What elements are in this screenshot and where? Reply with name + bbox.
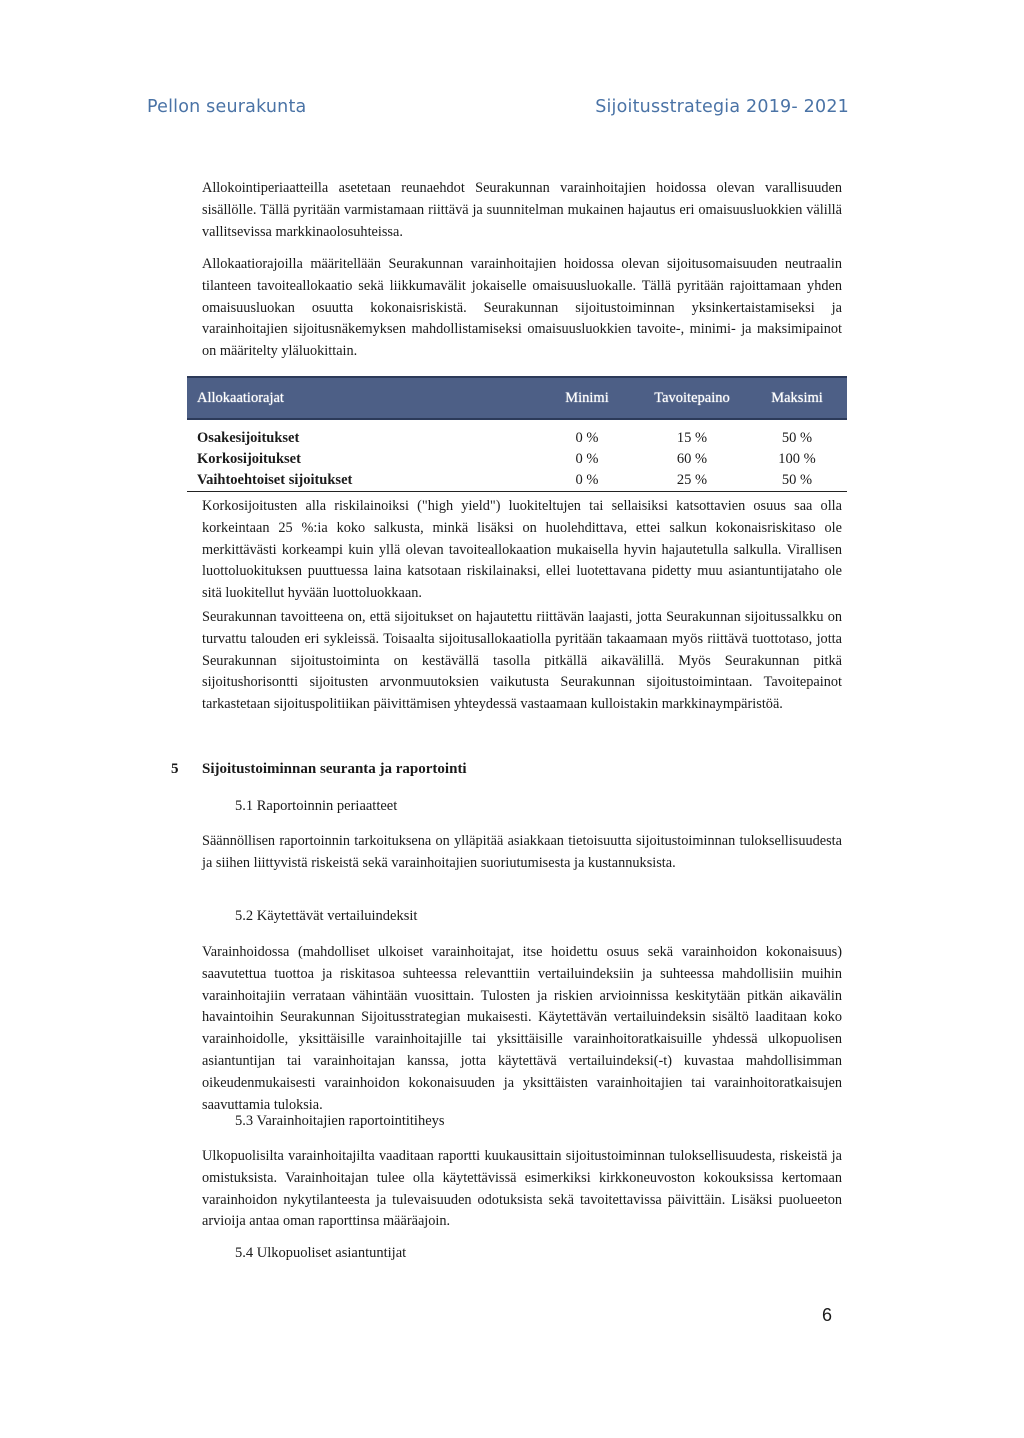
subsection-5-2-heading: 5.2 Käytettävät vertailuindeksit bbox=[235, 908, 418, 924]
subsection-5-1-heading: 5.1 Raportoinnin periaatteet bbox=[235, 798, 398, 814]
paragraph-raportointitiheys: Ulkopuolisilta varainhoitajilta vaaditaan raportti kuukausittain sijoitustoiminnan tuloksellisuudesta, riskeistä ja omistuksista. Varainhoitajan tulee olla käytettävissä esimerkiksi kirkkoneuvoston kokouksissa kertomaan varainhoidon nykytilanteesta ja tulevaisuuden odotuksista sekä tavoitettavissa päivittäin. Lisäksi puolueeton arvioija antaa oman raporttinsa määräajoin. bbox=[202, 1148, 842, 1230]
paragraph-allokointiperiaatteet: Allokointiperiaatteilla asetetaan reunaehdot Seurakunnan varainhoitajien hoidossa olevan varallisuuden sisällölle. Tällä pyritään varmistamaan riittävä ja suunnitelman mukainen hajautus eri omaisuusluokkien välillä vallitsevissa markkinaolosuhteissa. bbox=[202, 180, 842, 240]
paragraph-raportointi: Säännöllisen raportoinnin tarkoituksena on ylläpitää asiakkaan tietoisuutta sijoitustoiminnan tuloksellisuudesta ja siihen liittyvistä riskeistä sekä varainhoitajien suoriutumisesta ja kustannuksista. bbox=[202, 833, 842, 871]
row-min: 0 % bbox=[575, 430, 599, 446]
header-min: Minimi bbox=[537, 377, 637, 419]
paragraph-vertailuindeksit: Varainhoidossa (mahdolliset ulkoiset varainhoitajat, itse hoidettu osuus sekä varainhoidon kokonaisuus) saavutettua tuottoa ja riskitasoa suhteessa relevanttiin vertailuindeksiin ja suhteessa mahdollisiin muihin varainhoitajiin verrataan vähintään vuosittain. Tulosten ja riskien arvioinnissa keskitytään pitkän aikavälin havaintoihin Seurakunnan Sijoitusstrategian mukaisesti. Käytettävän vertailuindeksin sisältö laaditaan koko varainhoidolle, yksittäisille varainhoitajille tai yksittäisille varainhoitoratkaisuille yhdessä ulkopuolisen asiantuntijan tai varainhoitajan kanssa, jotta käytettävä vertailuindeksi(-t) kuvastaa mahdollisimman oikeudenmukaisesti varainhoidon kokonaisuuden ja yksittäisten varainhoitajien tai varainhoitoratkaisujen saavuttamia tuloksia. bbox=[202, 944, 842, 1113]
header-category: Allokaatiorajat bbox=[187, 377, 537, 419]
header-max: Maksimi bbox=[747, 377, 847, 419]
allocation-table-container bbox=[187, 376, 847, 492]
row-target: 15 % bbox=[676, 430, 708, 446]
page-number: 6 bbox=[822, 1305, 833, 1325]
row-name: Korkosijoitukset bbox=[197, 451, 301, 467]
subsection-5-3-heading: 5.3 Varainhoitajien raportointitiheys bbox=[235, 1113, 445, 1129]
subsection-5-4-heading: 5.4 Ulkopuoliset asiantuntijat bbox=[235, 1245, 407, 1261]
table-row bbox=[187, 419, 847, 449]
row-target: 60 % bbox=[676, 451, 708, 467]
paragraph-allokaatiorajat: Allokaatiorajoilla määritellään Seurakunnan varainhoitajien hoidossa olevan sijoitusomaisuuden neutraalin tilanteen tavoiteallokaatio sekä liikkumavälit jokaiselle omaisuusluokalle. Tällä pyritään rajoittamaan yhden omaisuusluokan osuutta kokonaisriskistä. Seurakunnan sijoitustoiminnan yksinkertaistamiseksi ja varainhoitajien sijoitusnäkemyksen mahdollistamiseksi omaisuusluokkien tavoite-, minimi- ja maksimipainot on määritelty yläluokittain. bbox=[202, 256, 842, 360]
row-max: 50 % bbox=[781, 430, 813, 446]
row-max: 100 % bbox=[778, 451, 816, 467]
table-header-row bbox=[187, 377, 847, 419]
table-row bbox=[187, 449, 847, 470]
header-target: Tavoitepaino bbox=[637, 377, 747, 419]
row-name: Vaihtoehtoiset sijoitukset bbox=[187, 470, 537, 492]
row-min: 0 % bbox=[537, 470, 637, 492]
row-max: 50 % bbox=[747, 470, 847, 492]
row-target: 25 % bbox=[637, 470, 747, 492]
paragraph-tavoite: Seurakunnan tavoitteena on, että sijoitukset on hajautettu riittävän laajasti, jotta Seurakunnan sijoitussalkku on turvattu talouden eri sykleissä. Toisaalta sijoitusallokaatiolla pyritään takaamaan myös riittävä tuottotaso, jotta Seurakunnan sijoitustoiminta on kestävällä tasolla pitkällä aikavälillä. Myös Seurakunnan pitkä sijoitushorisontti sijoitusten arvonmuutoksien vaikutusta Seurakunnan sijoitustoimintaan. Tavoitepainot tarkastetaan sijoituspolitiikan päivittämisen yhteydessä vastaamaan kulloistakin markkinaympäristöä. bbox=[202, 609, 842, 713]
allocation-table bbox=[187, 376, 847, 492]
row-name: Osakesijoitukset bbox=[197, 430, 300, 446]
table-row bbox=[187, 470, 847, 492]
section-number: 5 bbox=[171, 761, 179, 777]
row-min: 0 % bbox=[575, 451, 599, 467]
header-left-title: Pellon seurakunta bbox=[147, 97, 307, 117]
section-title: Sijoitustoiminnan seuranta ja raportointi bbox=[202, 761, 467, 777]
header-right-title: Sijoitusstrategia 2019- 2021 bbox=[595, 97, 849, 117]
paragraph-korkosijoitukset: Korkosijoitusten alla riskilainoiksi ("high yield") luokiteltujen tai sellaisiksi katsottavien osuus saa olla korkeintaan 25 %:ia koko salkusta, minkä lisäksi on huolehdittava, ettei salkun kokonaisriskitaso ole merkittävästi korkeampi kuin yllä olevan tavoiteallokaation mukaisella hyvin hajautetulla salkulla. Virallisen luottoluokituksen puuttuessa laina katsotaan riskilainaksi, ellei luotettavana pidetty muu asiantuntijataho ole sitä luokitellut hyvään luottoluokkaan. bbox=[202, 498, 842, 602]
